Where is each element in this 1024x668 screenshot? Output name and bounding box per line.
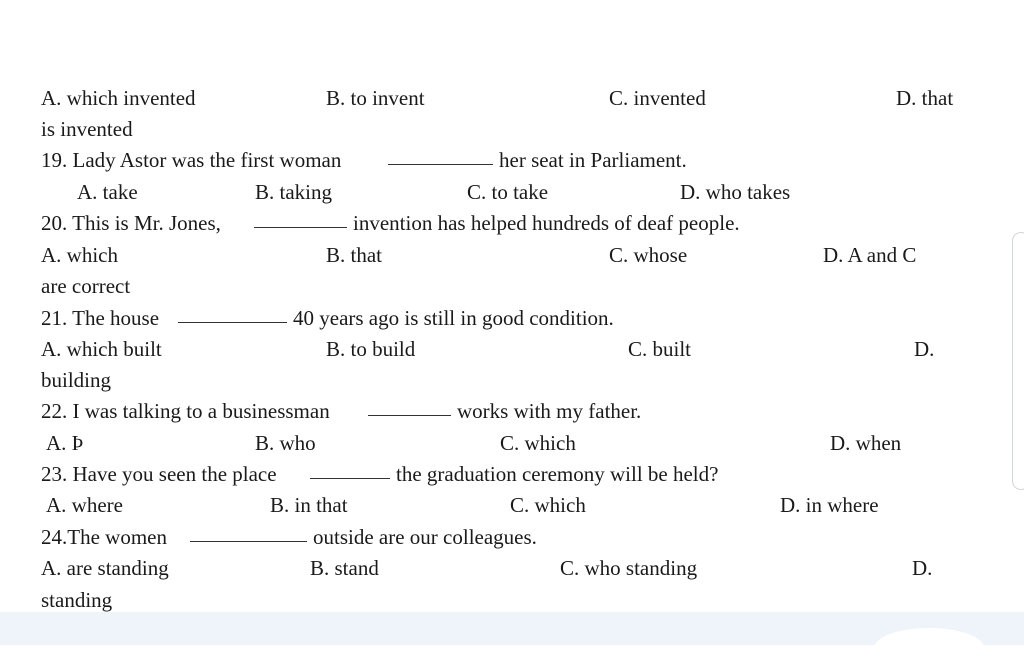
q22-stem-before: 22. I was talking to a businessman xyxy=(41,399,330,423)
q20-answer-blank xyxy=(254,208,347,228)
q23-options-row xyxy=(0,490,1024,521)
q18-option-b: B. to invent xyxy=(326,86,425,110)
q19-option-b: B. taking xyxy=(255,180,332,204)
q19-stem xyxy=(0,145,1024,176)
q21-wrap-row xyxy=(0,365,1024,396)
q24-option-d: D. xyxy=(912,556,933,580)
q24-option-c: C. who standing xyxy=(560,556,698,580)
q21-stem-before: 21. The house xyxy=(41,306,160,330)
q19-option-d: D. who takes xyxy=(680,180,791,204)
q22-option-c: C. which xyxy=(500,431,576,455)
q23-option-c: C. which xyxy=(510,493,586,517)
q20-option-a: A. which xyxy=(41,243,118,267)
q22-option-a: A. Þ xyxy=(46,431,84,455)
q22-option-d: D. when xyxy=(830,431,902,455)
q21-option-b: B. to build xyxy=(326,337,416,361)
q20-stem-before: 20. This is Mr. Jones, xyxy=(41,211,221,235)
q20-stem xyxy=(0,208,1024,239)
q21-stem xyxy=(0,303,1024,334)
q24-option-a: A. are standing xyxy=(41,556,169,580)
q23-option-d: D. in where xyxy=(780,493,879,517)
q22-options-row xyxy=(0,428,1024,459)
q21-stem-after: 40 years ago is still in good condition. xyxy=(293,306,614,330)
q22-answer-blank xyxy=(368,396,451,416)
bottom-right-overlay xyxy=(874,628,984,668)
q23-option-b: B. in that xyxy=(270,493,348,517)
q20-option-b: B. that xyxy=(326,243,382,267)
page-bottom-band xyxy=(0,612,1024,645)
q19-answer-blank xyxy=(388,145,493,165)
q22-stem xyxy=(0,396,1024,427)
q23-answer-blank xyxy=(310,459,390,479)
q19-options-row xyxy=(0,177,1024,208)
q22-option-b: B. who xyxy=(255,431,316,455)
q20-option-c: C. whose xyxy=(609,243,688,267)
q23-stem xyxy=(0,459,1024,490)
q18-option-a: A. which invented xyxy=(41,86,196,110)
q22-stem-after: works with my father. xyxy=(457,399,642,423)
q24-options-row xyxy=(0,553,1024,584)
q20-option-d: D. A and C xyxy=(823,243,917,267)
q24-stem-after: outside are our colleagues. xyxy=(313,525,537,549)
q21-option-d: D. xyxy=(914,337,935,361)
q24-stem xyxy=(0,522,1024,553)
q18-option-d-wrap: is invented xyxy=(41,117,133,141)
q18-wrap-row xyxy=(0,114,1024,145)
side-scroll-handle[interactable] xyxy=(1012,232,1024,490)
q21-option-d-wrap: building xyxy=(41,368,112,392)
q20-stem-after: invention has helped hundreds of deaf people. xyxy=(353,211,740,235)
q23-option-a: A. where xyxy=(46,493,123,517)
q19-stem-before: 19. Lady Astor was the first woman xyxy=(41,148,342,172)
q19-option-a: A. take xyxy=(77,180,138,204)
q24-option-d-wrap: standing xyxy=(41,588,113,612)
q23-stem-before: 23. Have you seen the place xyxy=(41,462,277,486)
q18-option-c: C. invented xyxy=(609,86,706,110)
q20-option-d-wrap: are correct xyxy=(41,274,131,298)
q21-option-a: A. which built xyxy=(41,337,162,361)
q19-option-c: C. to take xyxy=(467,180,549,204)
q20-options-row xyxy=(0,240,1024,271)
q24-option-b: B. stand xyxy=(310,556,379,580)
q20-wrap-row xyxy=(0,271,1024,302)
q19-stem-after: her seat in Parliament. xyxy=(499,148,687,172)
q21-option-c: C. built xyxy=(628,337,692,361)
q24-stem-before: 24.The women xyxy=(41,525,167,549)
q18-options-row xyxy=(0,83,1024,114)
q21-options-row xyxy=(0,334,1024,365)
q18-option-d: D. that xyxy=(896,86,954,110)
q21-answer-blank xyxy=(178,303,287,323)
q23-stem-after: the graduation ceremony will be held? xyxy=(396,462,719,486)
q24-answer-blank xyxy=(190,522,307,542)
